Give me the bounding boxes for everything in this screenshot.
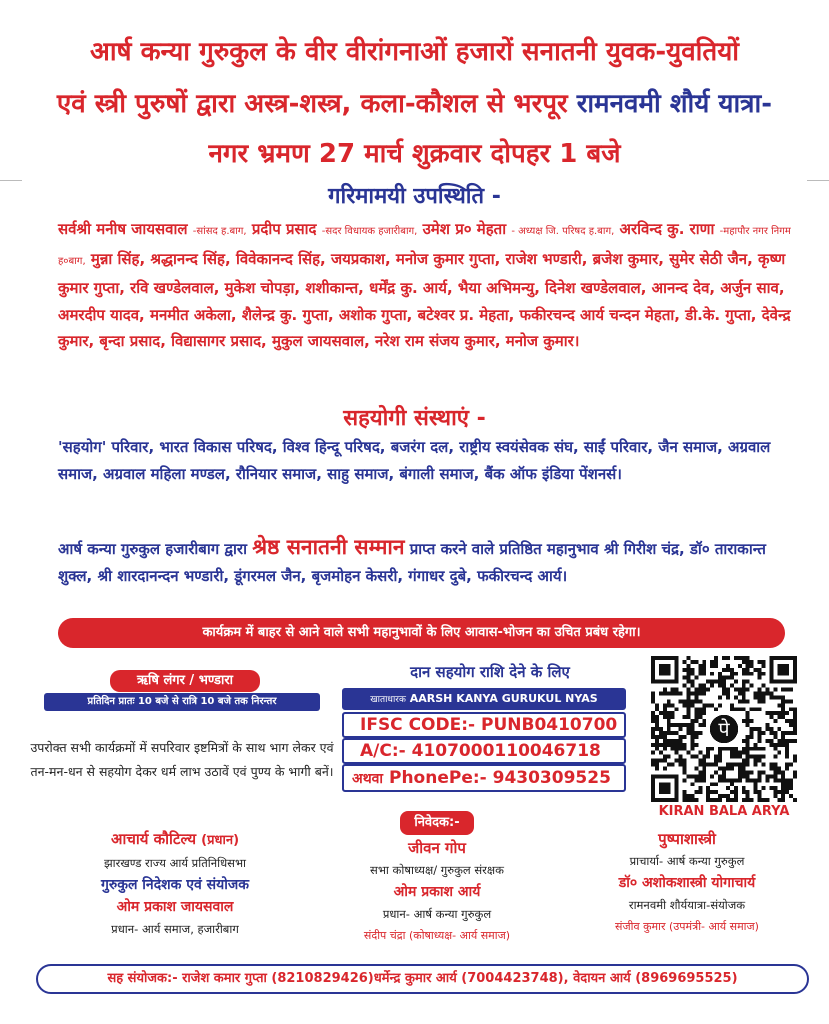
honour-award-name: श्रेष्ठ सनातनी सम्मान	[252, 535, 405, 559]
honour-paragraph	[58, 534, 803, 590]
langar-timing: प्रतिदिन प्रातः 10 बजे से रात्रि 10 बजे तक निरन्तर	[44, 693, 320, 711]
presence-list	[58, 216, 803, 355]
signatory-name: पुष्पाशास्त्री	[658, 830, 716, 848]
signatory-role: प्रधान- आर्ष कन्या गुरुकुल	[382, 907, 492, 921]
account-holder-label: खाताधारक	[370, 695, 406, 705]
qr-finder-pattern	[769, 656, 797, 684]
account-holder	[342, 688, 626, 710]
presence-lead: सर्वश्री	[58, 220, 91, 238]
nivedak-tag: निवेदक:-	[400, 811, 473, 835]
signatory-extra: संजीव कुमार (उपमंत्री- आर्य समाज)	[615, 920, 759, 933]
qr-payee-name: KIRAN BALA ARYA	[658, 804, 790, 819]
organizations-list: 'सहयोग' परिवार, भारत विकास परिषद, विश्व हिन्दू परिषद, बजरंग दल, राष्ट्रीय स्वयंसेवक संघ, साईं परिवार, जैन समाज, अग्रवाल समाज, अग्रवाल महिला मण्डल, रौनियार समाज, साहु समाज, बंगाली समाज, बैंक ऑफ इंडिया पेंशनर्स।	[58, 438, 771, 483]
signatory-name: आचार्य कौटिल्य	[110, 830, 197, 848]
phonepe-value: PhonePe:- 9430309525	[388, 768, 611, 788]
signatory-name: ओम प्रकाश जायसवाल	[116, 899, 234, 915]
headline-line-1: आर्ष कन्या गुरुकुल के वीर वीरांगनाओं हजारों सनातनी युवक-युवतियों	[89, 37, 740, 67]
headline-line-3: नगर भ्रमण 27 मार्च शुक्रवार दोपहर 1 बजे	[208, 139, 621, 169]
signatory-name: डॉ० अशोकशास्त्री योगाचार्य	[618, 875, 756, 891]
guest-name: मनीष जायसवाल	[96, 220, 188, 238]
signatory-left-name1-line	[30, 828, 320, 852]
guest-name: प्रदीप प्रसाद	[251, 220, 317, 238]
guest-role: -महापौर नगर निगम ह०बाग,	[58, 226, 791, 267]
co-organizers-footer: सह संयोजक:- राजेश कमार गुप्ता (8210829426)धर्मेन्द्र कुमार आर्य (7004423748), वेदायन आर्य (8969695525)	[36, 964, 809, 994]
presence-title: गरिमामयी उपस्थिति -	[328, 184, 501, 209]
honour-prefix: आर्ष कन्या गुरुकुल हजारीबाग द्वारा	[58, 540, 247, 558]
phonepe-logo-glyph: पे	[718, 718, 730, 742]
signatory-title: गुरुकुल निदेशक एवं संयोजक	[100, 877, 250, 893]
honour-suffix: प्राप्त करने वाले प्रतिष्ठित महानुभाव श्री गिरीश चंद्र, डॉ० ताराकान्त शुक्ल, श्री शारदानन्दन भण्डारी, डूंगरमल जैन, बृजमोहन केसरी, गंगाधर दुबे, फकीरचन्द आर्य।	[58, 540, 766, 585]
signatory-org: झारखण्ड राज्य आर्य प्रतिनिधिसभा	[103, 856, 247, 870]
signatory-extra: संदीप चंद्रा (कोषाध्यक्ष- आर्य समाज)	[363, 929, 511, 942]
headline-line-2	[20, 86, 809, 122]
headline-event-name: रामनवमी शौर्य यात्रा-	[576, 89, 773, 119]
signatory-role: सभा कोषाध्यक्ष/ गुरुकुल संरक्षक	[370, 863, 504, 877]
accommodation-banner: कार्यक्रम में बाहर से आने वाले सभी महानुभावों के लिए आवास-भोजन का उचित प्रबंध रहेगा।	[58, 618, 785, 648]
signatory-name: ओम प्रकाश आर्य	[393, 884, 481, 900]
langar-tag: ऋषि लंगर / भण्डारा	[110, 670, 260, 692]
qr-code[interactable]	[650, 656, 798, 802]
signatory-right	[572, 828, 802, 938]
qr-finder-pattern	[651, 774, 679, 802]
signatory-name: जीवन गोप	[408, 839, 466, 857]
ifsc-code: IFSC CODE:- PUNB0410700	[342, 712, 626, 738]
guest-role: -सांसद ह.बाग,	[192, 226, 247, 237]
signatory-role: (प्रधान)	[201, 833, 240, 848]
guest-name: अरविन्द कु. राणा	[619, 220, 715, 238]
guest-role: -सदर विधायक हजारीबाग,	[321, 226, 418, 237]
guest-role: - अध्यक्ष जि. परिषद ह.बाग,	[511, 226, 615, 237]
signatory-left	[30, 828, 320, 940]
guest-name: उमेश प्र० मेहता	[422, 220, 507, 238]
signatory-role: प्राचार्या- आर्ष कन्या गुरुकुल	[629, 854, 745, 868]
signatory-role: प्रधान- आर्य समाज, हजारीबाग	[111, 922, 239, 936]
phonepe-number	[342, 764, 626, 792]
guest-list-rest: मुन्ना सिंह, श्रद्धानन्द सिंह, विवेकानन्द सिंह, जयप्रकाश, मनोज कुमार गुप्ता, राजेश भण्डारी, ब्रजेश कुमार, सुमेर सेठी जैन, कृष्ण कुमार गुप्ता, रवि खण्डेलवाल, मुकेश चोपड़ा, शशीकान्त, धर्मेंद्र कु. आर्य, भैया अभिमन्यु, दिनेश खण्डेलवाल, आनन्द देव, अर्जुन साव, अमरदीप यादव, मनमीत अकेला, शैलेन्द्र कु. गुप्ता, अशोक गुप्ता, बटेश्वर प्र. मेहता, फकीरचन्द आर्य चन्दन मेहता, डी.के. गुप्ता, देवेन्द्र कुमार, बृन्दा प्रसाद, विद्यासागर प्रसाद, मुकुल जायसवाल, नरेश राम संजय कुमार, मनोज कुमार।	[58, 249, 791, 350]
donation-title: दान सहयोग राशि देने के लिए	[410, 663, 570, 681]
organizations-title: सहयोगी संस्थाएं -	[343, 406, 486, 431]
qr-finder-pattern	[651, 656, 679, 684]
account-number: A/C:- 4107000110046718	[342, 738, 626, 764]
signatory-role: रामनवमी शौर्ययात्रा-संयोजक	[628, 898, 746, 912]
langar-invitation-text: उपरोक्त सभी कार्यक्रमों में सपरिवार इष्टमित्रों के साथ भाग लेकर एवं तन-मन-धन से सहयोग देकर धर्म लाभ उठावें एवं पुण्य के भागी बनें।	[30, 740, 334, 779]
signatory-middle	[314, 810, 560, 947]
headline-line-2-red: एवं स्त्री पुरुषों द्वारा अस्त्र-शस्त्र, कला-कौशल से भरपूर	[56, 89, 568, 119]
phonepe-prefix: अथवा	[352, 771, 384, 787]
account-holder-name: AARSH KANYA GURUKUL NYAS	[409, 692, 598, 705]
